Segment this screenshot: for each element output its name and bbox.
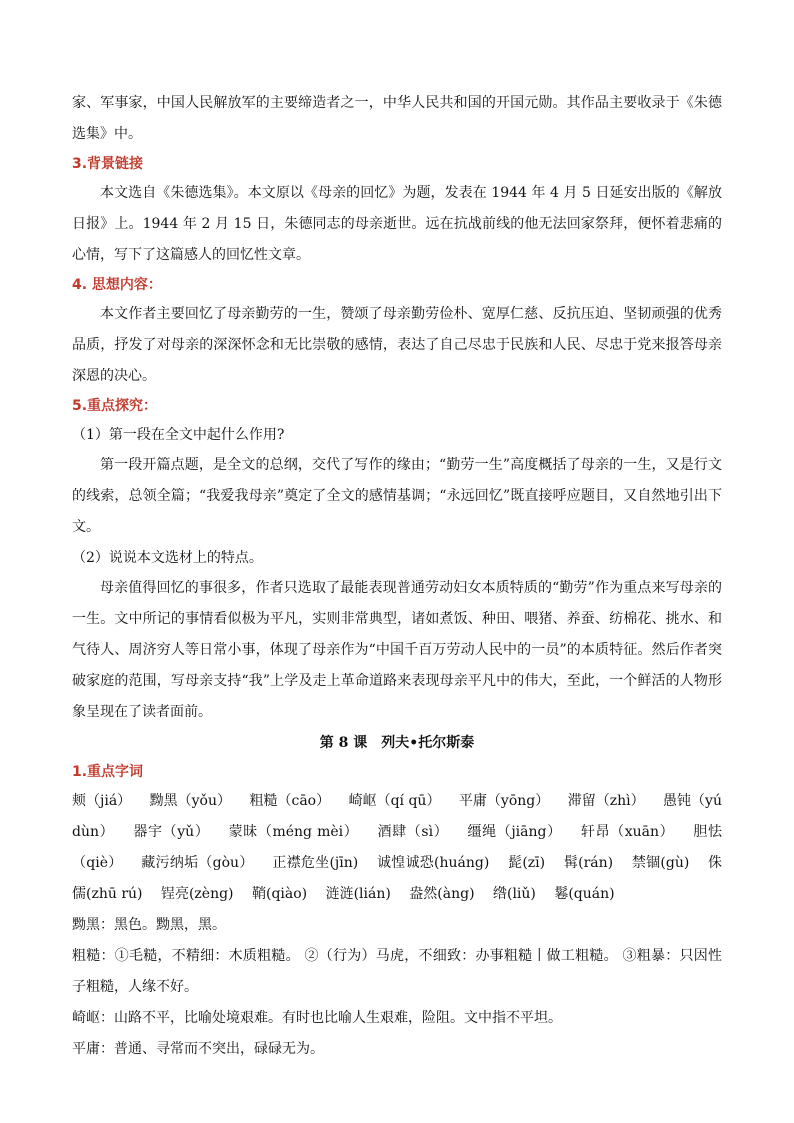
vocab-item: 器宇（yǔ） (133, 824, 210, 840)
vocab-item: 胆怯（qiè） (72, 824, 723, 871)
vocab-item: 黝黑（yǒu） (149, 793, 232, 809)
vocab-item: 蒙昧（méng mèi） (228, 824, 359, 840)
vocab-item: 锃亮(zèng) (160, 886, 234, 902)
vocab-item: 缰绳（jiāng） (467, 824, 562, 840)
vocab-item: 轩昂（xuān） (580, 824, 675, 840)
theme-heading: 4. 思想内容： (72, 277, 162, 293)
vocab-item: 盎然(àng) (409, 886, 475, 902)
vocab-item: 绺(liǔ) (492, 886, 536, 902)
vocab-item: 粗糙（cāo） (249, 793, 331, 809)
definition-list (72, 910, 722, 1065)
background-heading: 3.背景链接 (72, 156, 144, 172)
vocab-list (72, 786, 722, 910)
lesson-title: 第 8 课 列夫•托尔斯泰 (319, 735, 475, 751)
vocab-item: 藏污纳垢（gòu） (141, 855, 254, 871)
vocab-item: 髯(rán) (563, 855, 614, 871)
vocab-item: 愚钝（yú dùn） (72, 793, 722, 840)
vocab-item: 侏儒(zhū rú) (72, 855, 723, 902)
vocab-item: 鬈(quán) (554, 886, 615, 902)
definition-item: 崎岖：山路不平，比喻处境艰难。有时也比喻人生艰难，险阻。文中指不平坦。 (72, 1010, 562, 1026)
vocab-item: 滞留（zhì） (567, 793, 645, 809)
focus-answer-1: 第一段开篇点题，是全文的总纲，交代了写作的缘由；“勤劳一生”高度概括了母亲的一生，又是行文的线索，总领全篇；“我爱我母亲”奠定了全文的感情基调；“永远回忆”既直接呼应题目，又自然地引出下文。 (72, 457, 722, 535)
definition-item: 平庸：普通、寻常而不突出，碌碌无为。 (72, 1041, 324, 1057)
vocab-item: 崎岖（qí qū） (348, 793, 441, 809)
vocab-item: 诚惶诚恐(huáng) (376, 855, 490, 871)
definition-item: 黝黑：黑色。黝黑，黑。 (72, 917, 226, 933)
vocab-heading: 1.重点字词 (72, 764, 144, 780)
definition-item: 粗糙：①毛糙，不精细：木质粗糙。 ②（行为）马虎，不细致：办事粗糙丨做工粗糙。 ③粗暴：只因性子粗糙，人缘不好。 (72, 948, 722, 995)
theme-text: 本文作者主要回忆了母亲勤劳的一生，赞颂了母亲勤劳俭朴、宽厚仁慈、反抗压迫、坚韧顽强的优秀品质，抒发了对母亲的深深怀念和无比崇敬的感情，表达了自己尽忠于民族和人民、尽忠于党来报答母亲深恩的决心。 (72, 306, 722, 384)
intro-continuation: 家、军事家，中国人民解放军的主要缔造者之一，中华人民共和国的开国元勋。其作品主要收录于《朱德选集》中。 (72, 95, 722, 142)
vocab-item: 髭(zī) (508, 855, 546, 871)
background-text: 本文选自《朱德选集》。本文原以《母亲的回忆》为题，发表在 1944 年 4 月 5 日延安出版的《解放日报》上。1944 年 2 月 15 日，朱德同志的母亲逝世。远在抗战前线的他无法回家祭拜，便怀着悲痛的心情，写下了这篇感人的回忆性文章。 (72, 185, 722, 263)
focus-answer-2: 母亲值得回忆的事很多，作者只选取了最能表现普通劳动妇女本质特质的“勤劳”作为重点来写母亲的一生。文中所记的事情看似极为平凡，实则非常典型，诸如煮饭、种田、喂猪、养蚕、纺棉花、挑水、和气待人、周济穷人等日常小事，体现了母亲作为“中国千百万劳动人民中的一员”的本质特征。然后作者突破家庭的范围，写母亲支持“我”上学及走上革命道路来表现母亲平凡中的伟大，至此，一个鲜活的人物形象呈现在了读者面前。 (72, 580, 722, 720)
vocab-item: 鞘(qiào) (251, 886, 308, 902)
vocab-item: 禁锢(gù) (631, 855, 690, 871)
vocab-item: 涟涟(lián) (325, 886, 391, 902)
focus-question-1: （1）第一段在全文中起什么作用? (72, 427, 285, 443)
focus-question-2: （2）说说本文选材上的特点。 (72, 550, 263, 566)
vocab-item: 正襟危坐(jīn) (272, 855, 359, 871)
vocab-item: 颊（jiá） (72, 793, 132, 809)
vocab-item: 平庸（yōng） (458, 793, 550, 809)
document-page (72, 88, 722, 1065)
focus-heading: 5.重点探究： (72, 398, 158, 414)
vocab-item: 酒肆（sì） (377, 824, 449, 840)
